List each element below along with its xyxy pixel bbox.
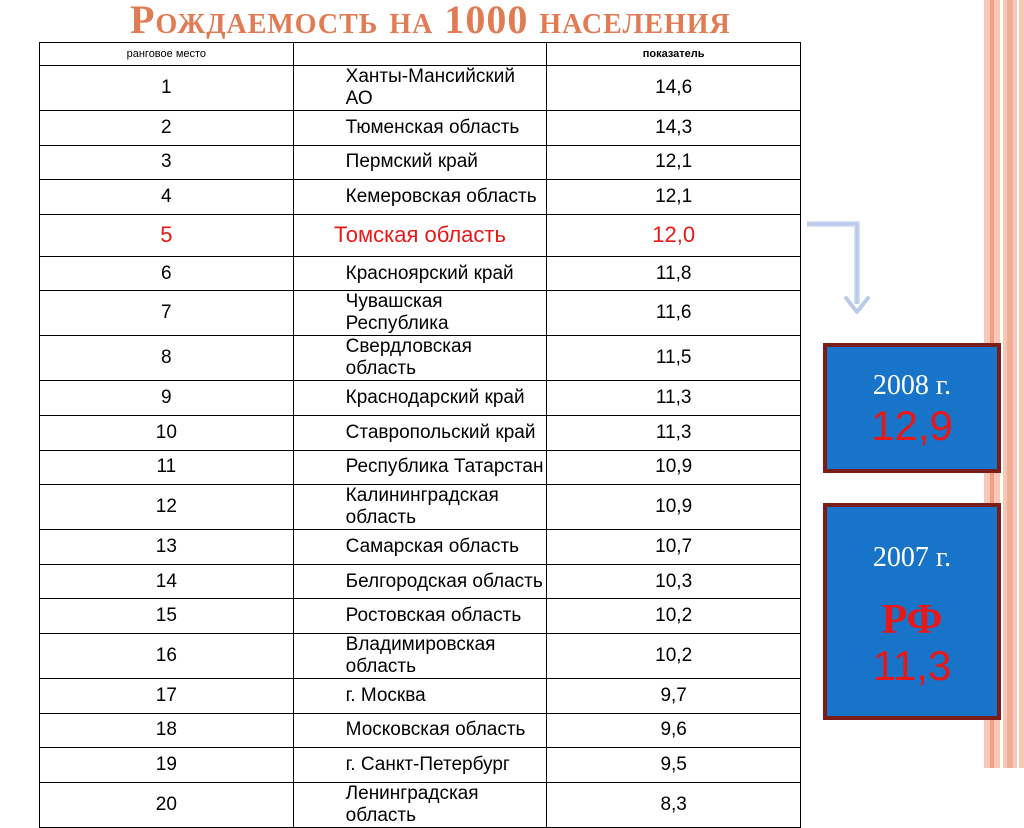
table-row (40, 564, 801, 599)
region-cell: Томская область (293, 214, 547, 256)
rank-cell: 8 (40, 336, 294, 381)
region-cell: Кемеровская область (293, 180, 547, 215)
value-cell: 11,6 (547, 291, 801, 336)
value-cell: 10,3 (547, 564, 801, 599)
table-row (40, 111, 801, 146)
value-cell: 14,6 (547, 66, 801, 111)
table-row (40, 381, 801, 416)
box-2008-value: 12,9 (871, 402, 953, 449)
table-row (40, 782, 801, 827)
region-cell: Свердловская область (293, 336, 547, 381)
value-cell: 9,5 (547, 748, 801, 783)
table-row (40, 678, 801, 713)
table-row (40, 336, 801, 381)
table-row (40, 256, 801, 291)
rank-cell: 13 (40, 530, 294, 565)
value-cell: 12,0 (547, 214, 801, 256)
region-cell: Ханты-Мансийский АО (293, 66, 547, 111)
rank-cell: 19 (40, 748, 294, 783)
rank-cell: 16 (40, 633, 294, 678)
value-cell: 11,3 (547, 381, 801, 416)
title-rest: ождаемость на 1000 населения (155, 0, 731, 42)
value-cell: 12,1 (547, 145, 801, 180)
box-2007-value: 11,3 (872, 642, 952, 689)
stripe (1007, 0, 1013, 768)
header-value: показатель (547, 43, 801, 66)
table-row (40, 180, 801, 215)
table-row (40, 599, 801, 634)
rank-cell: 11 (40, 450, 294, 485)
table-body (40, 66, 801, 828)
table-row (40, 633, 801, 678)
region-cell: Самарская область (293, 530, 547, 565)
region-cell: Краснодарский край (293, 381, 547, 416)
region-cell: Республика Татарстан (293, 450, 547, 485)
region-cell: Ленинградская область (293, 782, 547, 827)
region-cell: Чувашская Республика (293, 291, 547, 336)
arrow-down-right-icon (805, 212, 875, 324)
value-cell: 14,3 (547, 111, 801, 146)
rank-cell: 5 (40, 214, 294, 256)
table-row (40, 713, 801, 748)
table-row (40, 450, 801, 485)
region-cell: Владимировская область (293, 633, 547, 678)
region-cell: Ставропольский край (293, 415, 547, 450)
region-cell: Ростовская область (293, 599, 547, 634)
table-row (40, 291, 801, 336)
region-cell: Тюменская область (293, 111, 547, 146)
value-cell: 10,2 (547, 633, 801, 678)
box-2007-russia-birth-rate (823, 503, 1001, 720)
value-cell: 9,7 (547, 678, 801, 713)
value-cell: 12,1 (547, 180, 801, 215)
rank-cell: 6 (40, 256, 294, 291)
region-cell: Красноярский край (293, 256, 547, 291)
region-cell: Белгородская область (293, 564, 547, 599)
rank-cell: 18 (40, 713, 294, 748)
region-cell: Пермский край (293, 145, 547, 180)
rank-cell: 4 (40, 180, 294, 215)
slide-title (130, 0, 731, 44)
value-cell: 11,8 (547, 256, 801, 291)
rank-cell: 15 (40, 599, 294, 634)
header-rank: ранговое место (40, 43, 294, 66)
value-cell: 10,9 (547, 485, 801, 530)
rank-cell: 1 (40, 66, 294, 111)
table-row (40, 145, 801, 180)
table-row (40, 66, 801, 111)
box-2008-birth-rate (823, 343, 1001, 473)
table-row (40, 748, 801, 783)
rank-cell: 12 (40, 485, 294, 530)
table-row (40, 485, 801, 530)
header-region (293, 43, 547, 66)
rank-cell: 20 (40, 782, 294, 827)
region-cell: г. Санкт-Петербург (293, 748, 547, 783)
table-row (40, 214, 801, 256)
value-cell: 10,7 (547, 530, 801, 565)
value-cell: 11,3 (547, 415, 801, 450)
rank-cell: 17 (40, 678, 294, 713)
value-cell: 11,5 (547, 336, 801, 381)
birth-rate-table (39, 42, 801, 828)
value-cell: 10,9 (547, 450, 801, 485)
title-initial: Р (130, 0, 156, 42)
value-cell: 10,2 (547, 599, 801, 634)
value-cell: 9,6 (547, 713, 801, 748)
table-header-row (40, 43, 801, 66)
region-cell: г. Москва (293, 678, 547, 713)
table-row (40, 530, 801, 565)
rank-cell: 14 (40, 564, 294, 599)
region-cell: Калининградская область (293, 485, 547, 530)
stripe (1017, 0, 1019, 768)
rank-cell: 2 (40, 111, 294, 146)
box-2007-label: РФ (881, 597, 943, 643)
rank-cell: 7 (40, 291, 294, 336)
rank-cell: 10 (40, 415, 294, 450)
box-2007-year: 2007 г. (872, 542, 952, 573)
table-row (40, 415, 801, 450)
box-2008-year: 2008 г. (872, 370, 952, 401)
rank-cell: 9 (40, 381, 294, 416)
rank-cell: 3 (40, 145, 294, 180)
value-cell: 8,3 (547, 782, 801, 827)
region-cell: Московская область (293, 713, 547, 748)
